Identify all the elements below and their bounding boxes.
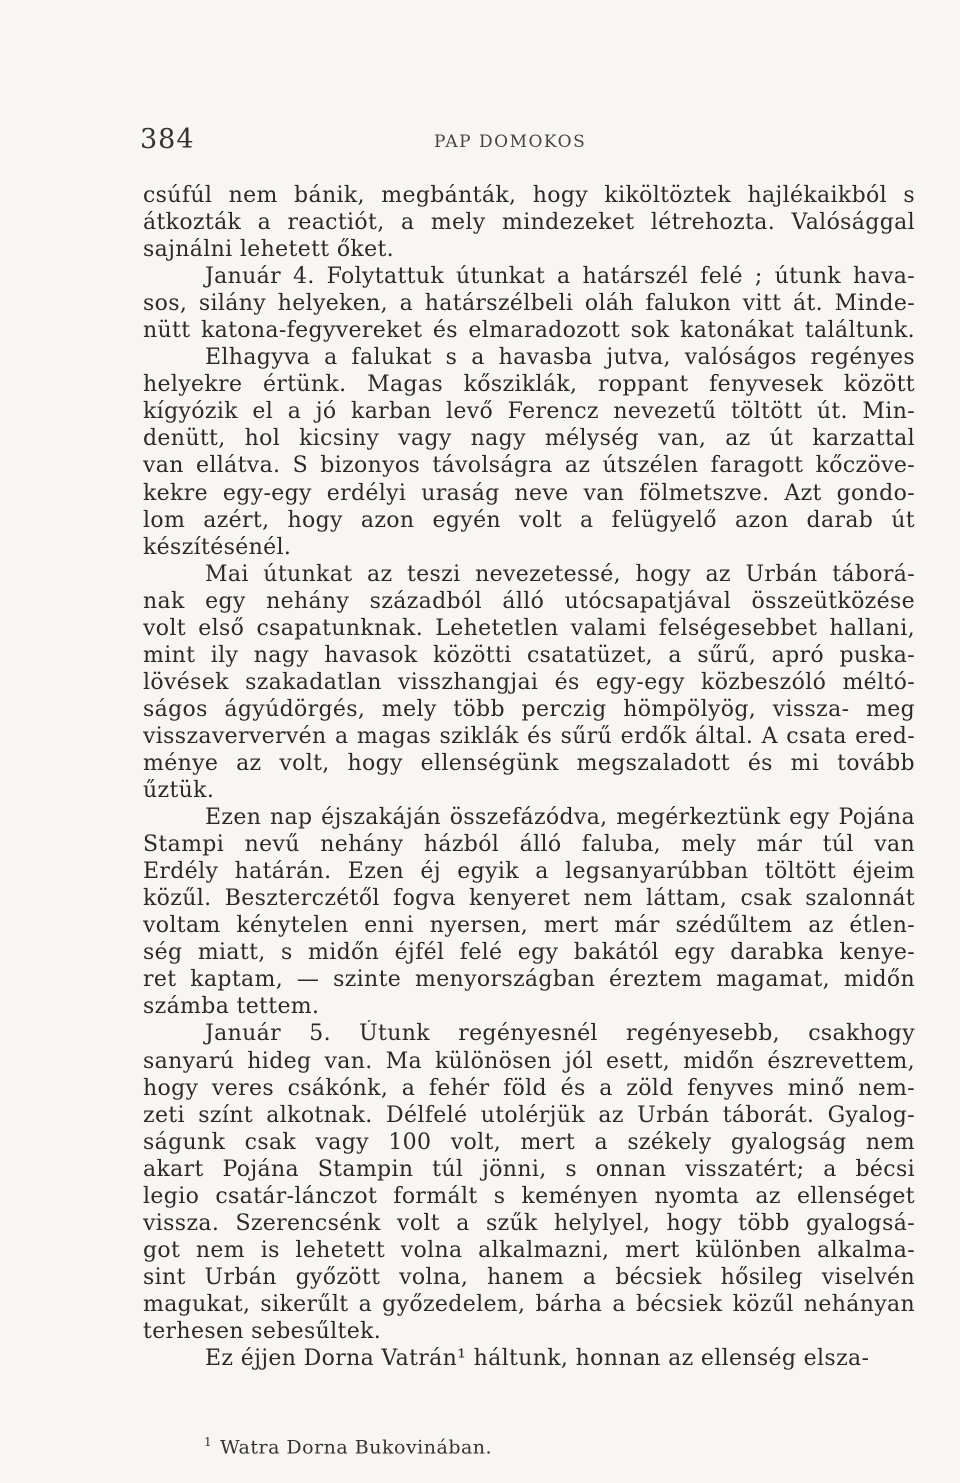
text-line: terhesen sebesűltek. bbox=[143, 1318, 382, 1344]
text-line: nak egy nehány századból álló utócsapatjával összeütközése bbox=[143, 588, 915, 614]
running-head: PAP DOMOKOS bbox=[434, 132, 587, 152]
text-line: űztük. bbox=[143, 778, 215, 804]
text-line: kígyózik el a jó karban levő Ferencz nevezetű töltött út. Min- bbox=[143, 399, 915, 425]
footnote bbox=[204, 1435, 492, 1458]
text-line: Mai útunkat az teszi nevezetessé, hogy az Urbán táborá- bbox=[205, 561, 915, 587]
text-line: Stampi nevű nehány házból álló faluba, mely már túl van bbox=[143, 832, 915, 858]
text-line: visszaververvén a magas sziklák és sűrű erdők által. A csata ered- bbox=[143, 723, 915, 749]
text-line: Ez éjjen Dorna Vatrán¹ háltunk, honnan az ellenség elsza- bbox=[205, 1346, 870, 1372]
text-line: számba tettem. bbox=[143, 994, 320, 1020]
text-line: ságunk csak vagy 100 volt, mert a székely gyalogság nem bbox=[143, 1129, 915, 1155]
text-line: lövések szakadatlan visszhangjai és egy-egy közbeszóló méltó- bbox=[143, 669, 915, 695]
text-line: nütt katona-fegyvereket és elmaradozott sok katonákat találtunk. bbox=[143, 318, 915, 344]
footnote-marker: 1 bbox=[204, 1435, 213, 1449]
page-header bbox=[140, 124, 912, 164]
text-line: Elhagyva a falukat s a havasba jutva, valóságos regényes bbox=[205, 345, 915, 371]
text-line: denütt, hol kicsiny vagy nagy mélység van, az út karzattal bbox=[143, 426, 915, 452]
text-line: Erdély határán. Ezen éj egyik a legsanyarúbban töltött éjeim bbox=[143, 859, 915, 885]
text-line: ség miatt, s midőn éjfél felé egy bakától egy darabka kenye- bbox=[143, 940, 915, 966]
text-line: zeti színt alkotnak. Délfelé utolérjük az Urbán táborát. Gyalog- bbox=[143, 1102, 915, 1128]
text-line: ménye az volt, hogy ellenségünk megszaladott és mi tovább bbox=[143, 750, 915, 776]
text-line: mint ily nagy havasok közötti csatatüzet, a sűrű, apró puska- bbox=[143, 642, 915, 668]
text-line: sajnálni lehetett őket. bbox=[143, 237, 395, 263]
text-line: ságos ágyúdörgés, mely több perczig hömpölyög, vissza- meg bbox=[143, 696, 915, 722]
text-line: ret kaptam, — szinte menyországban éreztem magamat, midőn bbox=[143, 967, 915, 993]
text-line: Január 5. Útunk regényesnél regényesebb, csakhogy bbox=[205, 1021, 915, 1047]
text-line: sint Urbán győzött volna, hanem a bécsiek hősileg viselvén bbox=[143, 1264, 915, 1290]
text-line: hogy veres csákónk, a fehér föld és a zöld fenyves minő nem- bbox=[143, 1075, 915, 1101]
body-text bbox=[143, 182, 915, 1372]
text-line: Ezen nap éjszakáján összefázódva, megérkeztünk egy Pojána bbox=[205, 805, 915, 831]
text-line: Január 4. Folytattuk útunkat a határszél felé ; útunk hava- bbox=[205, 264, 915, 290]
text-line: magukat, sikerűlt a győzedelem, bárha a bécsiek közűl nehányan bbox=[143, 1291, 915, 1317]
page-number: 384 bbox=[140, 124, 195, 155]
text-line: lom azért, hogy azon egyén volt a felügyelő azon darab út bbox=[143, 507, 915, 533]
text-line: got nem is lehetett volna alkalmazni, mert különben alkalma- bbox=[143, 1237, 915, 1263]
text-line: sos, silány helyeken, a határszélbeli oláh falukon vitt át. Minde- bbox=[143, 291, 915, 317]
text-line: helyekre értünk. Magas kősziklák, roppant fenyvesek között bbox=[143, 372, 915, 398]
text-line: kekre egy-egy erdélyi uraság neve van fölmetszve. Azt gondo- bbox=[143, 480, 915, 506]
text-line: volt első csapatunknak. Lehetetlen valami felségesebbet hallani, bbox=[143, 615, 915, 641]
text-line: vissza. Szerencsénk volt a szűk helylyel, hogy több gyalogsá- bbox=[143, 1210, 915, 1236]
text-line: sanyarú hideg van. Ma különösen jól esett, midőn észrevettem, bbox=[143, 1048, 915, 1074]
text-line: készítésénél. bbox=[143, 534, 292, 560]
text-line: voltam kénytelen enni nyersen, mert már szédűltem az étlen- bbox=[143, 913, 915, 939]
footnote-text: Watra Dorna Bukovinában. bbox=[220, 1436, 493, 1459]
text-line: közűl. Beszterczétől fogva kenyeret nem láttam, csak szalonnát bbox=[143, 886, 915, 912]
text-line: akart Pojána Stampin túl jönni, s onnan visszatért; a bécsi bbox=[143, 1156, 915, 1182]
text-line: legio csatár-lánczot formált s keményen nyomta az ellenséget bbox=[143, 1183, 915, 1209]
text-line: átkozták a reactiót, a mely mindezeket létrehozta. Valósággal bbox=[143, 210, 915, 236]
text-line: van ellátva. S bizonyos távolságra az útszélen faragott kőczöve- bbox=[143, 453, 915, 479]
text-line: csúfúl nem bánik, megbánták, hogy kiköltöztek hajlékaikból s bbox=[143, 183, 915, 208]
